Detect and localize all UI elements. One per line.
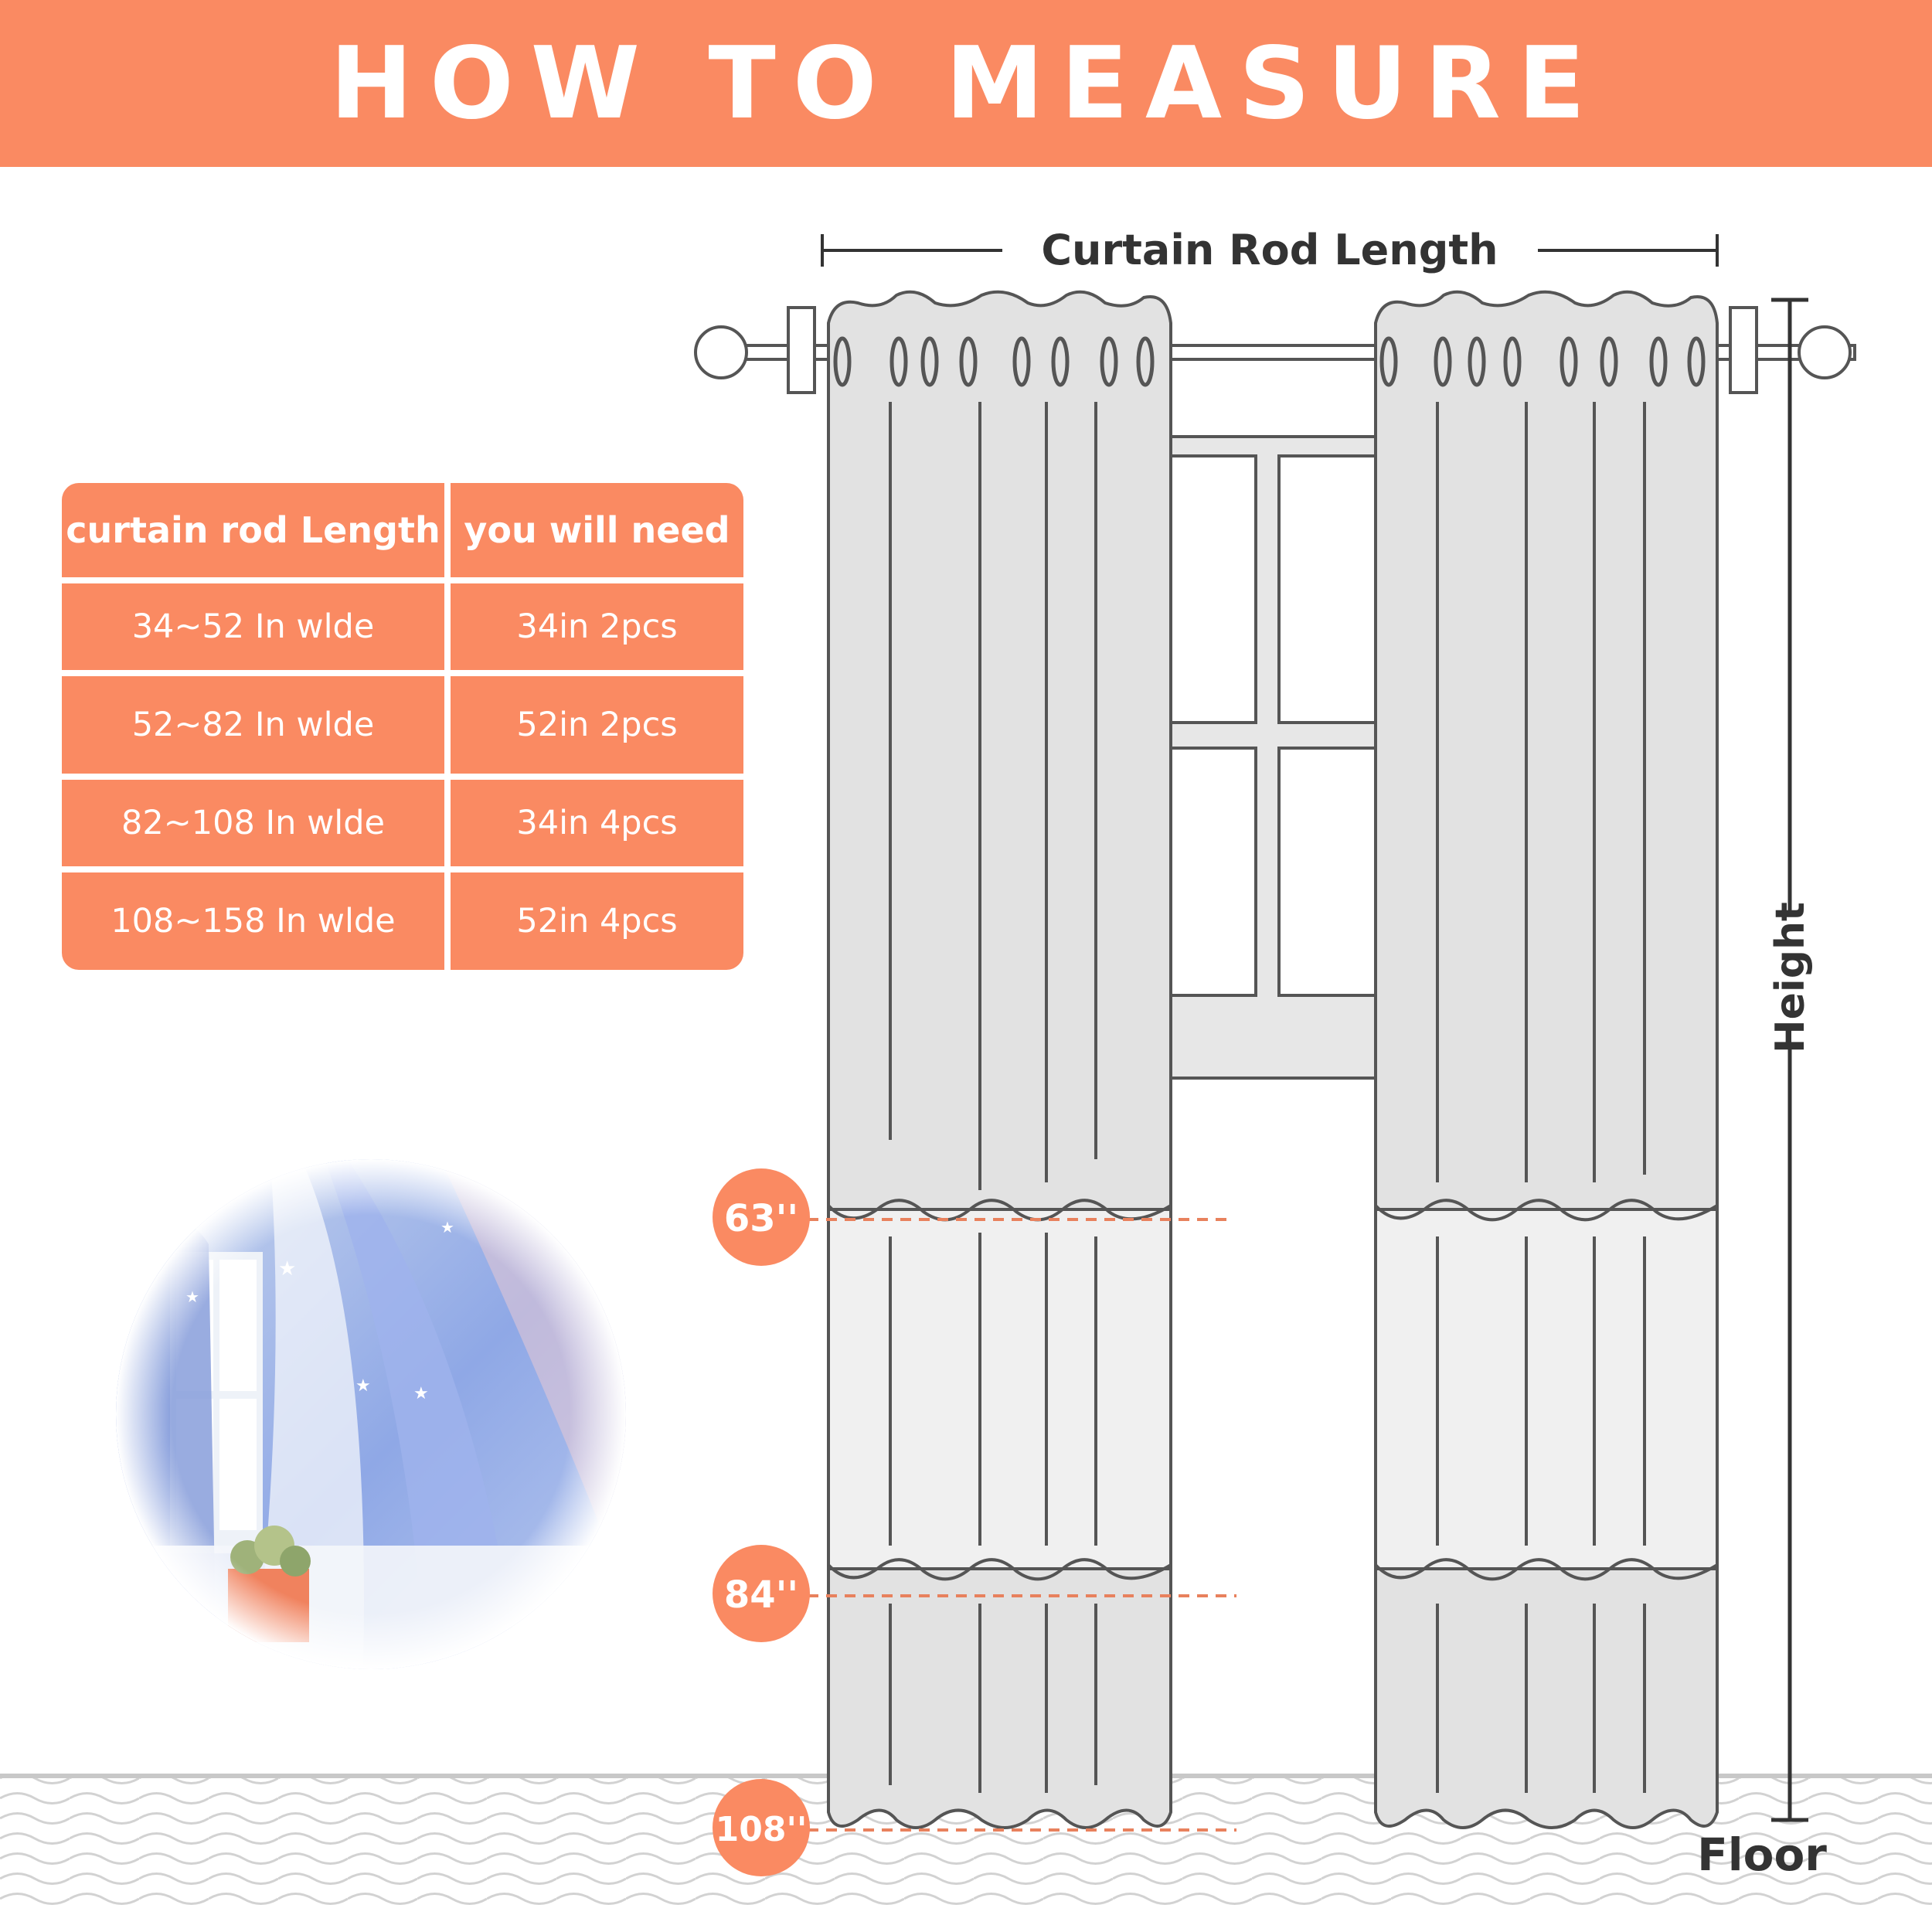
height-dimension bbox=[1771, 300, 1808, 1820]
floor-label: Floor bbox=[1697, 1828, 1827, 1881]
length-marker-label: 108'' bbox=[715, 1810, 808, 1849]
table-header-you-will-need: you will need bbox=[451, 483, 743, 577]
window bbox=[1171, 437, 1376, 1078]
length-marker-84 bbox=[713, 1545, 810, 1642]
table-cell-rod-length: 108~158 In wlde bbox=[62, 872, 444, 970]
length-marker-63 bbox=[713, 1168, 810, 1266]
length-marker-label: 63'' bbox=[723, 1197, 799, 1240]
table-cell-rod-length: 82~108 In wlde bbox=[62, 780, 444, 866]
right-curtain-panel bbox=[1376, 292, 1717, 1828]
table-cell-panels: 52in 2pcs bbox=[451, 676, 743, 774]
table-cell-panels: 52in 4pcs bbox=[451, 872, 743, 970]
page-title: HOW TO MEASURE bbox=[329, 26, 1603, 141]
table-cell-panels: 34in 4pcs bbox=[451, 780, 743, 866]
table-cell-rod-length: 34~52 In wlde bbox=[62, 583, 444, 670]
table-cell-panels: 34in 2pcs bbox=[451, 583, 743, 670]
rod-length-label: Curtain Rod Length bbox=[1041, 226, 1498, 274]
length-marker-108 bbox=[713, 1779, 810, 1876]
table-cell-rod-length: 52~82 In wlde bbox=[62, 676, 444, 774]
height-label: Height bbox=[1767, 902, 1814, 1053]
length-marker-label: 84'' bbox=[723, 1573, 799, 1617]
table-header-rod-length: curtain rod Length bbox=[62, 483, 444, 577]
